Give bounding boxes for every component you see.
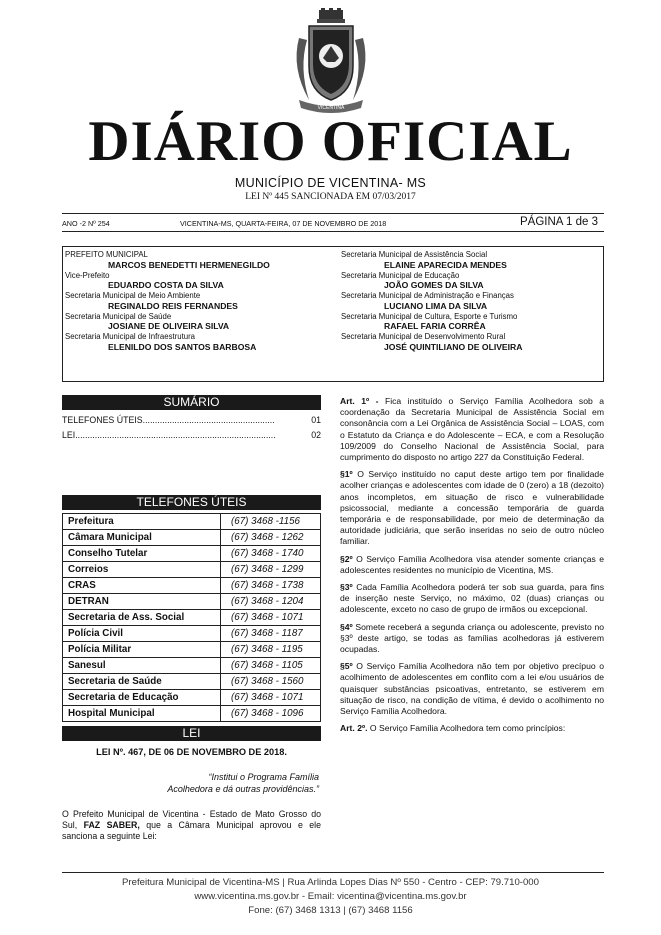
ementa-line: Acolhedora e dá outras providências.” — [167, 784, 319, 794]
masthead-title: DIÁRIO OFICIAL — [88, 110, 573, 173]
telefones-heading: TELEFONES ÚTEIS — [62, 495, 321, 510]
phone-number[interactable]: (67) 3468 - 1105 — [221, 658, 321, 674]
edition-date: VICENTINA-MS, QUARTA-FEIRA, 07 DE NOVEMBRO DE 2018 — [180, 219, 387, 228]
phone-label: Câmara Municipal — [63, 530, 221, 546]
paragraph-text: Cada Família Acolhedora poderá ter sob sua guarda, para fins de inserção neste Serviço, no máximo, 02 (duas) crianças ou adolescente, exceto no caso de grupo de irmãos ou excepcional. — [340, 582, 604, 615]
phone-number[interactable]: (67) 3468 - 1299 — [221, 562, 321, 578]
phone-row — [63, 562, 321, 578]
footer-web-email: www.vicentina.ms.gov.br - Email: vicentina@vicentina.ms.gov.br — [194, 891, 467, 902]
toc-item[interactable]: LEI.................................................................................. 02 — [62, 430, 321, 440]
page-footer — [0, 876, 661, 918]
law-paragraph — [340, 661, 604, 717]
paragraph-text: O Serviço Família Acolhedora não tem por objetivo precípuo o acolhimento de adolescentes em conflito com a lei e/ou usuários de quaisquer substâncias psicoativas, entretanto, se estiverem em situação de risco, na condição de vítima, é devido o acolhimento no Serviço Família Acolhedora. — [340, 661, 605, 717]
left-column — [62, 395, 321, 843]
law-articles — [340, 396, 604, 740]
footer-address: Prefeitura Municipal de Vicentina-MS | Rua Arlinda Lopes Dias Nº 550 - Centro - CEP: 79.710-000 — [122, 877, 539, 888]
paragraph-text: O Serviço Família Acolhedora tem como princípios: — [369, 723, 566, 734]
phone-number[interactable]: (67) 3468 - 1071 — [221, 690, 321, 706]
phone-number[interactable]: (67) 3468 - 1096 — [221, 706, 321, 722]
paragraph-text: O Serviço instituído no caput deste artigo tem por finalidade acolher crianças e adolescentes com idade de 0 (zero) a 18 (dezoito) anos incompletos, em situação de risco e vulnerabilidade psicossocial, mediante a concessão temporária de guarda temporária e de responsabilidade, por meio de determinação da autoridade judiciária, que serão inseridas no seio de outro núcleo familiar. — [340, 469, 604, 547]
law-paragraph — [340, 582, 604, 616]
seal-ribbon-text: VICENTINA — [317, 105, 345, 111]
header-rule-bottom — [62, 231, 604, 232]
law-paragraph — [340, 396, 604, 463]
phone-row — [63, 626, 321, 642]
law-paragraph — [340, 469, 604, 547]
officials-box — [62, 246, 604, 382]
official-entry: PREFEITO MUNICIPAL MARCOS BENEDETTI HERMENEGILDO — [65, 250, 270, 270]
phone-table — [62, 513, 321, 722]
paragraph-label: §3º — [340, 582, 353, 593]
phone-number[interactable]: (67) 3468 - 1740 — [221, 546, 321, 562]
phone-label: Hospital Municipal — [63, 706, 221, 722]
official-entry: Secretaria Municipal de Educação JOÃO GOMES DA SILVA — [341, 270, 484, 290]
phone-label: Polícia Militar — [63, 642, 221, 658]
phone-row — [63, 706, 321, 722]
phone-label: Polícia Civil — [63, 626, 221, 642]
phone-label: Secretaria de Ass. Social — [63, 610, 221, 626]
official-entry: Secretaria Municipal de Assistência Social ELAINE APARECIDA MENDES — [341, 250, 507, 270]
phone-label: Conselho Tutelar — [63, 546, 221, 562]
law-title: LEI Nº. 467, DE 06 DE NOVEMBRO DE 2018. — [96, 747, 287, 757]
phone-number[interactable]: (67) 3468 - 1195 — [221, 642, 321, 658]
phone-label: DETRAN — [63, 594, 221, 610]
phone-label: Prefeitura — [63, 514, 221, 530]
paragraph-label: §2º — [340, 553, 353, 564]
footer-rule — [62, 872, 604, 873]
phone-number[interactable]: (67) 3468 - 1560 — [221, 674, 321, 690]
official-entry: Secretaria Municipal de Desenvolvimento Rural JOSÉ QUINTILIANO DE OLIVEIRA — [341, 332, 523, 352]
phone-label: Correios — [63, 562, 221, 578]
official-entry: Secretaria Municipal de Cultura, Esporte e Turismo RAFAEL FARIA CORRÊA — [341, 311, 518, 331]
official-entry: Secretaria Municipal de Saúde JOSIANE DE OLIVEIRA SILVA — [65, 311, 230, 331]
phone-row — [63, 514, 321, 530]
official-entry: Secretaria Municipal de Meio Ambiente REGINALDO REIS FERNANDES — [65, 291, 238, 311]
phone-row — [63, 578, 321, 594]
paragraph-label: Art. 1º - — [340, 396, 379, 406]
paragraph-label: Art. 2º. — [340, 723, 368, 734]
paragraph-text: Somete receberá a segunda criança ou adolescente, previsto no §3º deste artigo, se todas as famílias acolhedoras já estiverem ocupadas. — [340, 621, 604, 655]
sumario-heading: SUMÁRIO — [62, 395, 321, 410]
law-paragraph — [340, 723, 604, 734]
edition-number: ANO -2 Nº 254 — [62, 219, 110, 228]
phone-number[interactable]: (67) 3468 - 1071 — [221, 610, 321, 626]
official-entry: Secretaria Municipal de Infraestrutura ELENILDO DOS SANTOS BARBOSA — [65, 332, 257, 352]
ementa-line: “Institui o Programa Família — [208, 772, 319, 782]
official-entry: Secretaria Municipal de Administração e Finanças LUCIANO LIMA DA SILVA — [341, 291, 514, 311]
phone-row — [63, 530, 321, 546]
municipal-coat-of-arms — [289, 8, 373, 118]
officials-left-column — [65, 250, 335, 353]
footer-phones: Fone: (67) 3468 1313 | (67) 3468 1156 — [248, 905, 413, 916]
header-rule-top — [62, 213, 604, 214]
phone-label: Secretaria de Saúde — [63, 674, 221, 690]
page-indicator: PÁGINA 1 de 3 — [520, 216, 598, 228]
law-preamble: O Prefeito Municipal de Vicentina - Estado de Mato Grosso do Sul, FAZ SABER, que a Câmara Municipal aprovou e ele sanciona a seguinte Lei: — [62, 809, 321, 842]
phone-row — [63, 610, 321, 626]
phone-number[interactable]: (67) 3468 - 1204 — [221, 594, 321, 610]
phone-row — [63, 674, 321, 690]
phone-row — [63, 658, 321, 674]
table-of-contents — [62, 413, 321, 443]
municipality-name: MUNICÍPIO DE VICENTINA- MS — [234, 176, 427, 190]
phone-number[interactable]: (67) 3468 - 1262 — [221, 530, 321, 546]
phone-row — [63, 594, 321, 610]
paragraph-text: O Serviço Família Acolhedora visa atender somente crianças e adolescentes residentes no município de Vicentina, MS. — [340, 553, 604, 575]
officials-right-column — [341, 250, 603, 353]
law-paragraph — [340, 554, 604, 576]
paragraph-label: §4º — [340, 621, 353, 632]
law-paragraph — [340, 622, 604, 656]
founding-law: LEI Nº 445 SANCIONADA EM 07/03/2017 — [245, 192, 416, 202]
phone-label: CRAS — [63, 578, 221, 594]
phone-label: Sanesul — [63, 658, 221, 674]
lei-heading: LEI — [62, 726, 321, 741]
paragraph-label: §1º — [340, 469, 353, 480]
phone-row — [63, 690, 321, 706]
edition-bar — [62, 216, 604, 230]
official-entry: Vice-Prefeito EDUARDO COSTA DA SILVA — [65, 270, 224, 290]
paragraph-label: §5º — [340, 661, 353, 672]
phone-row — [63, 546, 321, 562]
paragraph-text: Fica instituído o Serviço Família Acolhedora sob a coordenação da Secretaria Municipal de Assistência Social em consonância com a Lei Orgânica de Assistência Social – LOAS, com o Estatuto da Criança e do Adolescente – ECA, e com a Resolução 109/2009 do Conselho Nacional de Assistência Social, para cumprimento do disposto no artigo 227 da Constituição Federal. — [340, 396, 605, 463]
phone-number[interactable]: (67) 3468 -1156 — [221, 514, 321, 530]
toc-item[interactable]: TELEFONES ÚTEIS...................................................... 01 — [62, 415, 321, 425]
law-ementa — [62, 771, 321, 795]
phone-number[interactable]: (67) 3468 - 1738 — [221, 578, 321, 594]
phone-row — [63, 642, 321, 658]
phone-label: Secretaria de Educação — [63, 690, 221, 706]
phone-number[interactable]: (67) 3468 - 1187 — [221, 626, 321, 642]
